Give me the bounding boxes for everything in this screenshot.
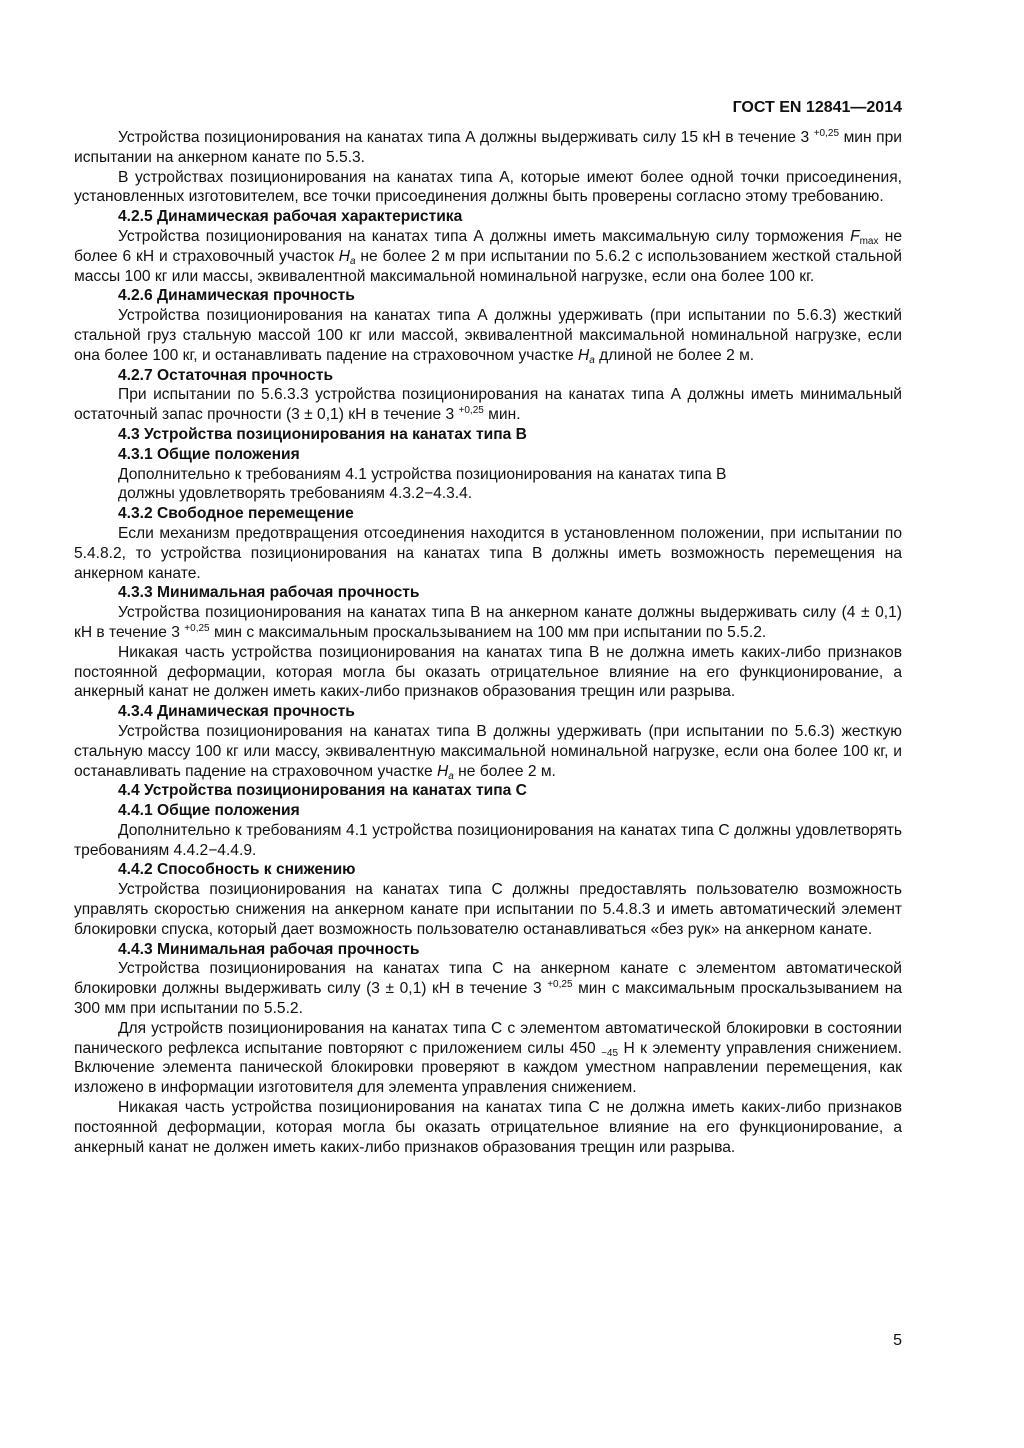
- paragraph-4-3-1-line-1: Дополнительно к требованиям 4.1 устройства позиционирования на канатах типа В: [118, 465, 727, 483]
- paragraph-4-4-2: Устройства позиционирования на канатах типа С должны предоставлять пользователю возможность управлять скоростью снижения на анкерном канате при испытании по 5.4.8.3 и иметь автоматический элемент блокировки спуска, который дает возможность пользователю останавливаться «без рук» на анкерном канате.: [74, 881, 902, 938]
- paragraph-4-2-6: Устройства позиционирования на канатах типа А должны удерживать (при испытании по 5.6.3) жесткий стальной груз стальную массой 100 кг или массой, эквивалентной максимальной номинальной нагрузке, если она более 100 кг, и останавливать падение на страховочном участке $H_a$ длиной не более 2 м.: [74, 307, 902, 366]
- paragraph-4-4-1: Дополнительно к требованиям 4.1 устройства позиционирования на канатах типа С должны удовлетворять требованиям 4.4.2−4.4.9.: [74, 821, 902, 859]
- tolerance-superscript: +0,25: [184, 622, 210, 634]
- section-heading-4-4: 4.4 Устройства позиционирования на канатах типа С: [118, 782, 527, 800]
- paragraph-4-4-3-force: Устройства позиционирования на канатах типа С на анкерном канате с элементом автоматической блокировки должны выдерживать силу (3 ± 0,1) кН в течение 3 $^{+0,25}$ мин с максимальным проскальзыванием на 300 мм при испытании по 5.5.2.: [74, 960, 902, 1018]
- tolerance-superscript: +0,25: [813, 128, 840, 139]
- paragraph-4-2-5: Устройства позиционирования на канатах типа А должны иметь максимальную силу торможения $F_{max}$ не более 6 кН и страховочный участок $H_a$ не более 2 м при испытании по 5.6.2 с использованием жесткой стальной массы 100 кг или массы, эквивалентной максимальной номинальной нагрузке, если она более 100 кг.: [74, 227, 902, 285]
- section-heading-4-2-5: 4.2.5 Динамическая рабочая характеристика: [118, 208, 463, 226]
- section-heading-4-3-4: 4.3.4 Динамическая прочность: [118, 703, 355, 721]
- document-page: [74, 98, 902, 1157]
- paragraph-4-3-4: Устройства позиционирования на канатах типа В должны удерживать (при испытании по 5.6.3) жесткую стальную массу 100 кг или массу, эквивалентную максимальной номинальной нагрузке, если она более 100 кг, и останавливать падение на страховочном участке $H_a$ не более 2 м.: [74, 722, 902, 782]
- symbol-ha: $H_a$: [437, 762, 454, 782]
- section-heading-4-4-3: 4.4.3 Минимальная рабочая прочность: [118, 940, 420, 958]
- section-heading-4-3-2: 4.3.2 Свободное перемещение: [118, 505, 354, 523]
- paragraph-4-2-7: При испытании по 5.6.3.3 устройства позиционирования на канатах типа А должны иметь минимальный остаточный запас прочности (3 ± 0,1) кН в течение 3 $^{+0,25}$ мин.: [74, 386, 902, 424]
- section-heading-4-4-2: 4.4.2 Способность к снижению: [118, 861, 356, 879]
- section-heading-4-2-6: 4.2.6 Динамическая прочность: [118, 287, 355, 305]
- paragraph-4-2-4-attachment-points: В устройствах позиционирования на канатах типа А, которые имеют более одной точки присоединения, установленных изготовителем, все точки присоединения должны быть проверены согласно этому требованию.: [74, 168, 902, 206]
- document-header: ГОСТ EN 12841—2014: [732, 99, 902, 116]
- paragraph-4-4-3-panic: Для устройств позиционирования на канатах типа С с элементом автоматической блокировки в состоянии панического рефлекса испытание повторяют с приложением силы 450 $_{-45}$ Н к элементу управления снижением. Включение элемента панической блокировки проверяют в каждом уместном направлении перемещения, как изложено в информации изготовителя для элемента управления снижением.: [74, 1019, 902, 1097]
- paragraph-4-3-3-deformation: Никакая часть устройства позиционирования на канатах типа В не должна иметь каких-либо признаков постоянной деформации, которая могла бы оказать отрицательное влияние на его функционирование, а анкерный канат не должен иметь каких-либо признаков образования трещин или разрыва.: [74, 643, 902, 701]
- paragraph-4-3-3-force: Устройства позиционирования на канатах типа В на анкерном канате должны выдерживать силу (4 ± 0,1) кН в течение 3 $^{+0,25}$ мин с максимальным проскальзыванием на 100 мм при испытании по 5.5.2.: [74, 604, 902, 641]
- paragraph-4-2-4-force: Устройства позиционирования на канатах типа А должны выдерживать силу 15 кН в течение 3 $^{+0,25}$ мин при испытании на анкерном канате по 5.5.3.: [74, 128, 902, 166]
- symbol-ha: $H_a$: [578, 346, 595, 366]
- section-heading-4-3-1: 4.3.1 Общие положения: [118, 445, 300, 463]
- section-heading-4-2-7: 4.2.7 Остаточная прочность: [118, 366, 334, 384]
- section-heading-4-3: 4.3 Устройства позиционирования на канатах типа В: [118, 425, 527, 443]
- page-number: 5: [893, 1332, 902, 1349]
- section-heading-4-3-3: 4.3.3 Минимальная рабочая прочность: [118, 584, 420, 602]
- symbol-ha: $H_a$: [338, 247, 356, 267]
- paragraph-4-3-2: Если механизм предотвращения отсоединения находится в установленном положении, при испытании по 5.4.8.2, то устройства позиционирования на канатах типа В должны иметь возможность перемещения на анкерном канате.: [74, 524, 902, 582]
- symbol-fmax: F: [850, 227, 860, 245]
- tolerance-superscript: +0,25: [458, 405, 484, 417]
- paragraph-4-3-1-line-2: должны удовлетворять требованиям 4.3.2−4.3.4.: [118, 485, 473, 503]
- tolerance-superscript: +0,25: [547, 979, 573, 991]
- paragraph-4-4-3-deformation: Никакая часть устройства позиционирования на канатах типа С не должна иметь каких-либо признаков постоянной деформации, которая могла бы оказать отрицательное влияние на его функционирование, а анкерный канат не должен иметь каких-либо признаков образования трещин или разрыва.: [74, 1099, 902, 1156]
- tolerance-subscript: −45: [601, 1047, 619, 1059]
- section-heading-4-4-1: 4.4.1 Общие положения: [118, 802, 300, 820]
